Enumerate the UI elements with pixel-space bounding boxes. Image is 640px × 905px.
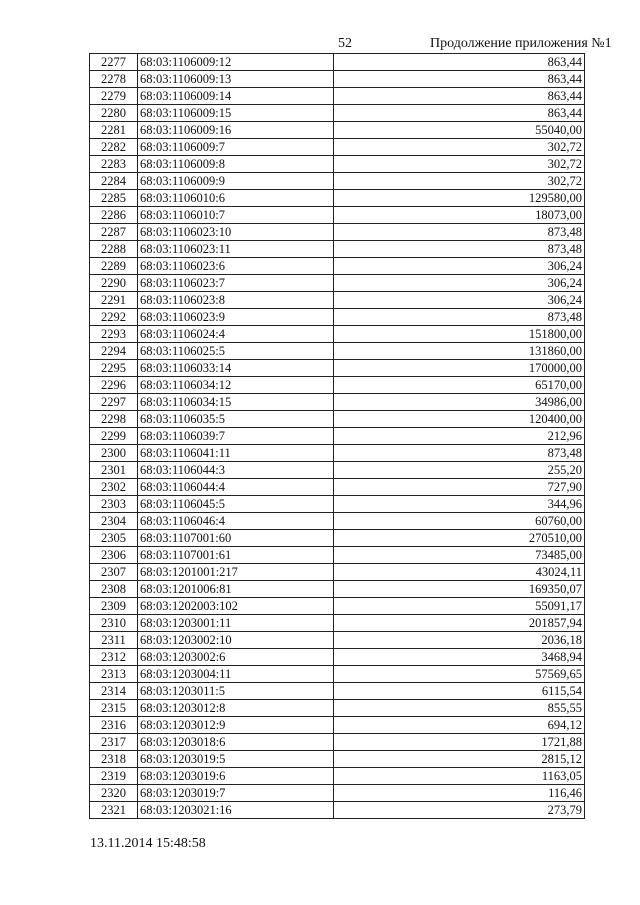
cadastral-number-cell: 68:03:1107001:60: [138, 530, 334, 547]
row-number-cell: 2290: [90, 275, 138, 292]
cadastral-value-cell: 873,48: [334, 224, 585, 241]
cadastral-number-cell: 68:03:1203019:6: [138, 768, 334, 785]
table-row: [90, 54, 585, 71]
cadastral-number-cell: 68:03:1106034:12: [138, 377, 334, 394]
cadastral-number-cell: 68:03:1106010:7: [138, 207, 334, 224]
cadastral-value-cell: 306,24: [334, 258, 585, 275]
cadastral-value-cell: 344,96: [334, 496, 585, 513]
cadastral-value-cell: 855,55: [334, 700, 585, 717]
table-row: [90, 700, 585, 717]
row-number-cell: 2278: [90, 71, 138, 88]
table-row: [90, 360, 585, 377]
row-number-cell: 2285: [90, 190, 138, 207]
cadastral-value-cell: 1163,05: [334, 768, 585, 785]
cadastral-number-cell: 68:03:1106045:5: [138, 496, 334, 513]
cadastral-value-table: [89, 53, 585, 819]
table-row: [90, 632, 585, 649]
table-row: [90, 445, 585, 462]
row-number-cell: 2317: [90, 734, 138, 751]
table-row: [90, 683, 585, 700]
row-number-cell: 2281: [90, 122, 138, 139]
row-number-cell: 2284: [90, 173, 138, 190]
cadastral-number-cell: 68:03:1106023:11: [138, 241, 334, 258]
cadastral-value-cell: 270510,00: [334, 530, 585, 547]
cadastral-number-cell: 68:03:1203021:16: [138, 802, 334, 819]
cadastral-number-cell: 68:03:1106009:7: [138, 139, 334, 156]
cadastral-value-cell: 873,48: [334, 309, 585, 326]
cadastral-number-cell: 68:03:1106033:14: [138, 360, 334, 377]
row-number-cell: 2313: [90, 666, 138, 683]
row-number-cell: 2308: [90, 581, 138, 598]
appendix-caption: Продолжение приложения №1: [430, 36, 612, 51]
cadastral-value-cell: 273,79: [334, 802, 585, 819]
row-number-cell: 2291: [90, 292, 138, 309]
page-number: 52: [338, 36, 352, 51]
cadastral-value-cell: 55040,00: [334, 122, 585, 139]
cadastral-number-cell: 68:03:1106041:11: [138, 445, 334, 462]
cadastral-value-cell: 201857,94: [334, 615, 585, 632]
cadastral-number-cell: 68:03:1106009:12: [138, 54, 334, 71]
row-number-cell: 2315: [90, 700, 138, 717]
table-row: [90, 343, 585, 360]
row-number-cell: 2309: [90, 598, 138, 615]
cadastral-value-cell: 306,24: [334, 275, 585, 292]
cadastral-value-cell: 873,48: [334, 445, 585, 462]
cadastral-number-cell: 68:03:1201001:217: [138, 564, 334, 581]
table-row: [90, 734, 585, 751]
cadastral-number-cell: 68:03:1107001:61: [138, 547, 334, 564]
cadastral-number-cell: 68:03:1106046:4: [138, 513, 334, 530]
table-row: [90, 598, 585, 615]
cadastral-number-cell: 68:03:1202003:102: [138, 598, 334, 615]
row-number-cell: 2280: [90, 105, 138, 122]
cadastral-value-cell: 6115,54: [334, 683, 585, 700]
row-number-cell: 2282: [90, 139, 138, 156]
cadastral-number-cell: 68:03:1106009:9: [138, 173, 334, 190]
cadastral-value-cell: 151800,00: [334, 326, 585, 343]
table-row: [90, 564, 585, 581]
row-number-cell: 2311: [90, 632, 138, 649]
cadastral-value-cell: 1721,88: [334, 734, 585, 751]
row-number-cell: 2303: [90, 496, 138, 513]
cadastral-value-cell: 863,44: [334, 54, 585, 71]
cadastral-number-cell: 68:03:1106023:7: [138, 275, 334, 292]
cadastral-number-cell: 68:03:1106009:15: [138, 105, 334, 122]
cadastral-number-cell: 68:03:1203004:11: [138, 666, 334, 683]
table-row: [90, 717, 585, 734]
table-row: [90, 173, 585, 190]
row-number-cell: 2321: [90, 802, 138, 819]
table-row: [90, 513, 585, 530]
cadastral-value-cell: 169350,07: [334, 581, 585, 598]
cadastral-number-cell: 68:03:1106009:16: [138, 122, 334, 139]
cadastral-number-cell: 68:03:1106010:6: [138, 190, 334, 207]
table-row: [90, 190, 585, 207]
table-row: [90, 71, 585, 88]
cadastral-value-cell: 129580,00: [334, 190, 585, 207]
row-number-cell: 2299: [90, 428, 138, 445]
row-number-cell: 2295: [90, 360, 138, 377]
row-number-cell: 2296: [90, 377, 138, 394]
table-row: [90, 768, 585, 785]
table-row: [90, 751, 585, 768]
row-number-cell: 2307: [90, 564, 138, 581]
table-row: [90, 139, 585, 156]
cadastral-value-cell: 18073,00: [334, 207, 585, 224]
row-number-cell: 2289: [90, 258, 138, 275]
table-row: [90, 377, 585, 394]
cadastral-number-cell: 68:03:1203002:6: [138, 649, 334, 666]
cadastral-number-cell: 68:03:1106035:5: [138, 411, 334, 428]
cadastral-value-cell: 34986,00: [334, 394, 585, 411]
cadastral-value-cell: 863,44: [334, 105, 585, 122]
cadastral-number-cell: 68:03:1203012:8: [138, 700, 334, 717]
cadastral-number-cell: 68:03:1106039:7: [138, 428, 334, 445]
cadastral-number-cell: 68:03:1106023:9: [138, 309, 334, 326]
cadastral-number-cell: 68:03:1106009:8: [138, 156, 334, 173]
cadastral-value-cell: 863,44: [334, 88, 585, 105]
print-timestamp: 13.11.2014 15:48:58: [90, 836, 206, 851]
cadastral-value-cell: 3468,94: [334, 649, 585, 666]
cadastral-number-cell: 68:03:1106023:8: [138, 292, 334, 309]
row-number-cell: 2297: [90, 394, 138, 411]
cadastral-number-cell: 68:03:1203019:7: [138, 785, 334, 802]
table-row: [90, 649, 585, 666]
row-number-cell: 2301: [90, 462, 138, 479]
table-row: [90, 411, 585, 428]
cadastral-value-cell: 131860,00: [334, 343, 585, 360]
cadastral-value-cell: 306,24: [334, 292, 585, 309]
table-row: [90, 309, 585, 326]
table-row: [90, 122, 585, 139]
row-number-cell: 2283: [90, 156, 138, 173]
cadastral-value-cell: 302,72: [334, 173, 585, 190]
cadastral-value-cell: 2815,12: [334, 751, 585, 768]
table-row: [90, 615, 585, 632]
table-row: [90, 292, 585, 309]
table-row: [90, 428, 585, 445]
table-row: [90, 105, 585, 122]
row-number-cell: 2298: [90, 411, 138, 428]
row-number-cell: 2302: [90, 479, 138, 496]
cadastral-value-cell: 60760,00: [334, 513, 585, 530]
cadastral-value-cell: 694,12: [334, 717, 585, 734]
row-number-cell: 2293: [90, 326, 138, 343]
row-number-cell: 2320: [90, 785, 138, 802]
cadastral-number-cell: 68:03:1106024:4: [138, 326, 334, 343]
table-row: [90, 496, 585, 513]
row-number-cell: 2312: [90, 649, 138, 666]
cadastral-value-cell: 873,48: [334, 241, 585, 258]
cadastral-number-cell: 68:03:1106044:3: [138, 462, 334, 479]
row-number-cell: 2300: [90, 445, 138, 462]
cadastral-value-cell: 302,72: [334, 156, 585, 173]
table-row: [90, 241, 585, 258]
cadastral-value-cell: 170000,00: [334, 360, 585, 377]
row-number-cell: 2279: [90, 88, 138, 105]
table-row: [90, 547, 585, 564]
row-number-cell: 2305: [90, 530, 138, 547]
cadastral-number-cell: 68:03:1203019:5: [138, 751, 334, 768]
cadastral-value-cell: 212,96: [334, 428, 585, 445]
row-number-cell: 2316: [90, 717, 138, 734]
cadastral-value-cell: 116,46: [334, 785, 585, 802]
cadastral-value-cell: 43024,11: [334, 564, 585, 581]
cadastral-number-cell: 68:03:1106009:14: [138, 88, 334, 105]
cadastral-number-cell: 68:03:1203011:5: [138, 683, 334, 700]
row-number-cell: 2288: [90, 241, 138, 258]
table-row: [90, 785, 585, 802]
cadastral-number-cell: 68:03:1203001:11: [138, 615, 334, 632]
table-row: [90, 479, 585, 496]
cadastral-value-cell: 255,20: [334, 462, 585, 479]
table-row: [90, 394, 585, 411]
cadastral-value-cell: 863,44: [334, 71, 585, 88]
cadastral-number-cell: 68:03:1106034:15: [138, 394, 334, 411]
table-row: [90, 207, 585, 224]
table-row: [90, 156, 585, 173]
cadastral-value-cell: 65170,00: [334, 377, 585, 394]
cadastral-value-cell: 2036,18: [334, 632, 585, 649]
table-row: [90, 224, 585, 241]
row-number-cell: 2286: [90, 207, 138, 224]
row-number-cell: 2318: [90, 751, 138, 768]
row-number-cell: 2314: [90, 683, 138, 700]
table-body: [90, 54, 585, 819]
row-number-cell: 2319: [90, 768, 138, 785]
table-row: [90, 326, 585, 343]
row-number-cell: 2310: [90, 615, 138, 632]
row-number-cell: 2277: [90, 54, 138, 71]
table-row: [90, 88, 585, 105]
cadastral-number-cell: 68:03:1203002:10: [138, 632, 334, 649]
cadastral-number-cell: 68:03:1203012:9: [138, 717, 334, 734]
table-row: [90, 258, 585, 275]
cadastral-value-cell: 727,90: [334, 479, 585, 496]
table-row: [90, 802, 585, 819]
cadastral-number-cell: 68:03:1106044:4: [138, 479, 334, 496]
row-number-cell: 2287: [90, 224, 138, 241]
cadastral-value-cell: 55091,17: [334, 598, 585, 615]
cadastral-number-cell: 68:03:1106025:5: [138, 343, 334, 360]
cadastral-number-cell: 68:03:1203018:6: [138, 734, 334, 751]
cadastral-value-cell: 302,72: [334, 139, 585, 156]
table-row: [90, 581, 585, 598]
table-row: [90, 462, 585, 479]
table-row: [90, 666, 585, 683]
cadastral-number-cell: 68:03:1106023:10: [138, 224, 334, 241]
table-row: [90, 275, 585, 292]
cadastral-number-cell: 68:03:1201006:81: [138, 581, 334, 598]
table-row: [90, 530, 585, 547]
cadastral-value-cell: 73485,00: [334, 547, 585, 564]
row-number-cell: 2294: [90, 343, 138, 360]
row-number-cell: 2304: [90, 513, 138, 530]
row-number-cell: 2306: [90, 547, 138, 564]
cadastral-value-cell: 57569,65: [334, 666, 585, 683]
row-number-cell: 2292: [90, 309, 138, 326]
cadastral-number-cell: 68:03:1106023:6: [138, 258, 334, 275]
cadastral-value-cell: 120400,00: [334, 411, 585, 428]
cadastral-number-cell: 68:03:1106009:13: [138, 71, 334, 88]
